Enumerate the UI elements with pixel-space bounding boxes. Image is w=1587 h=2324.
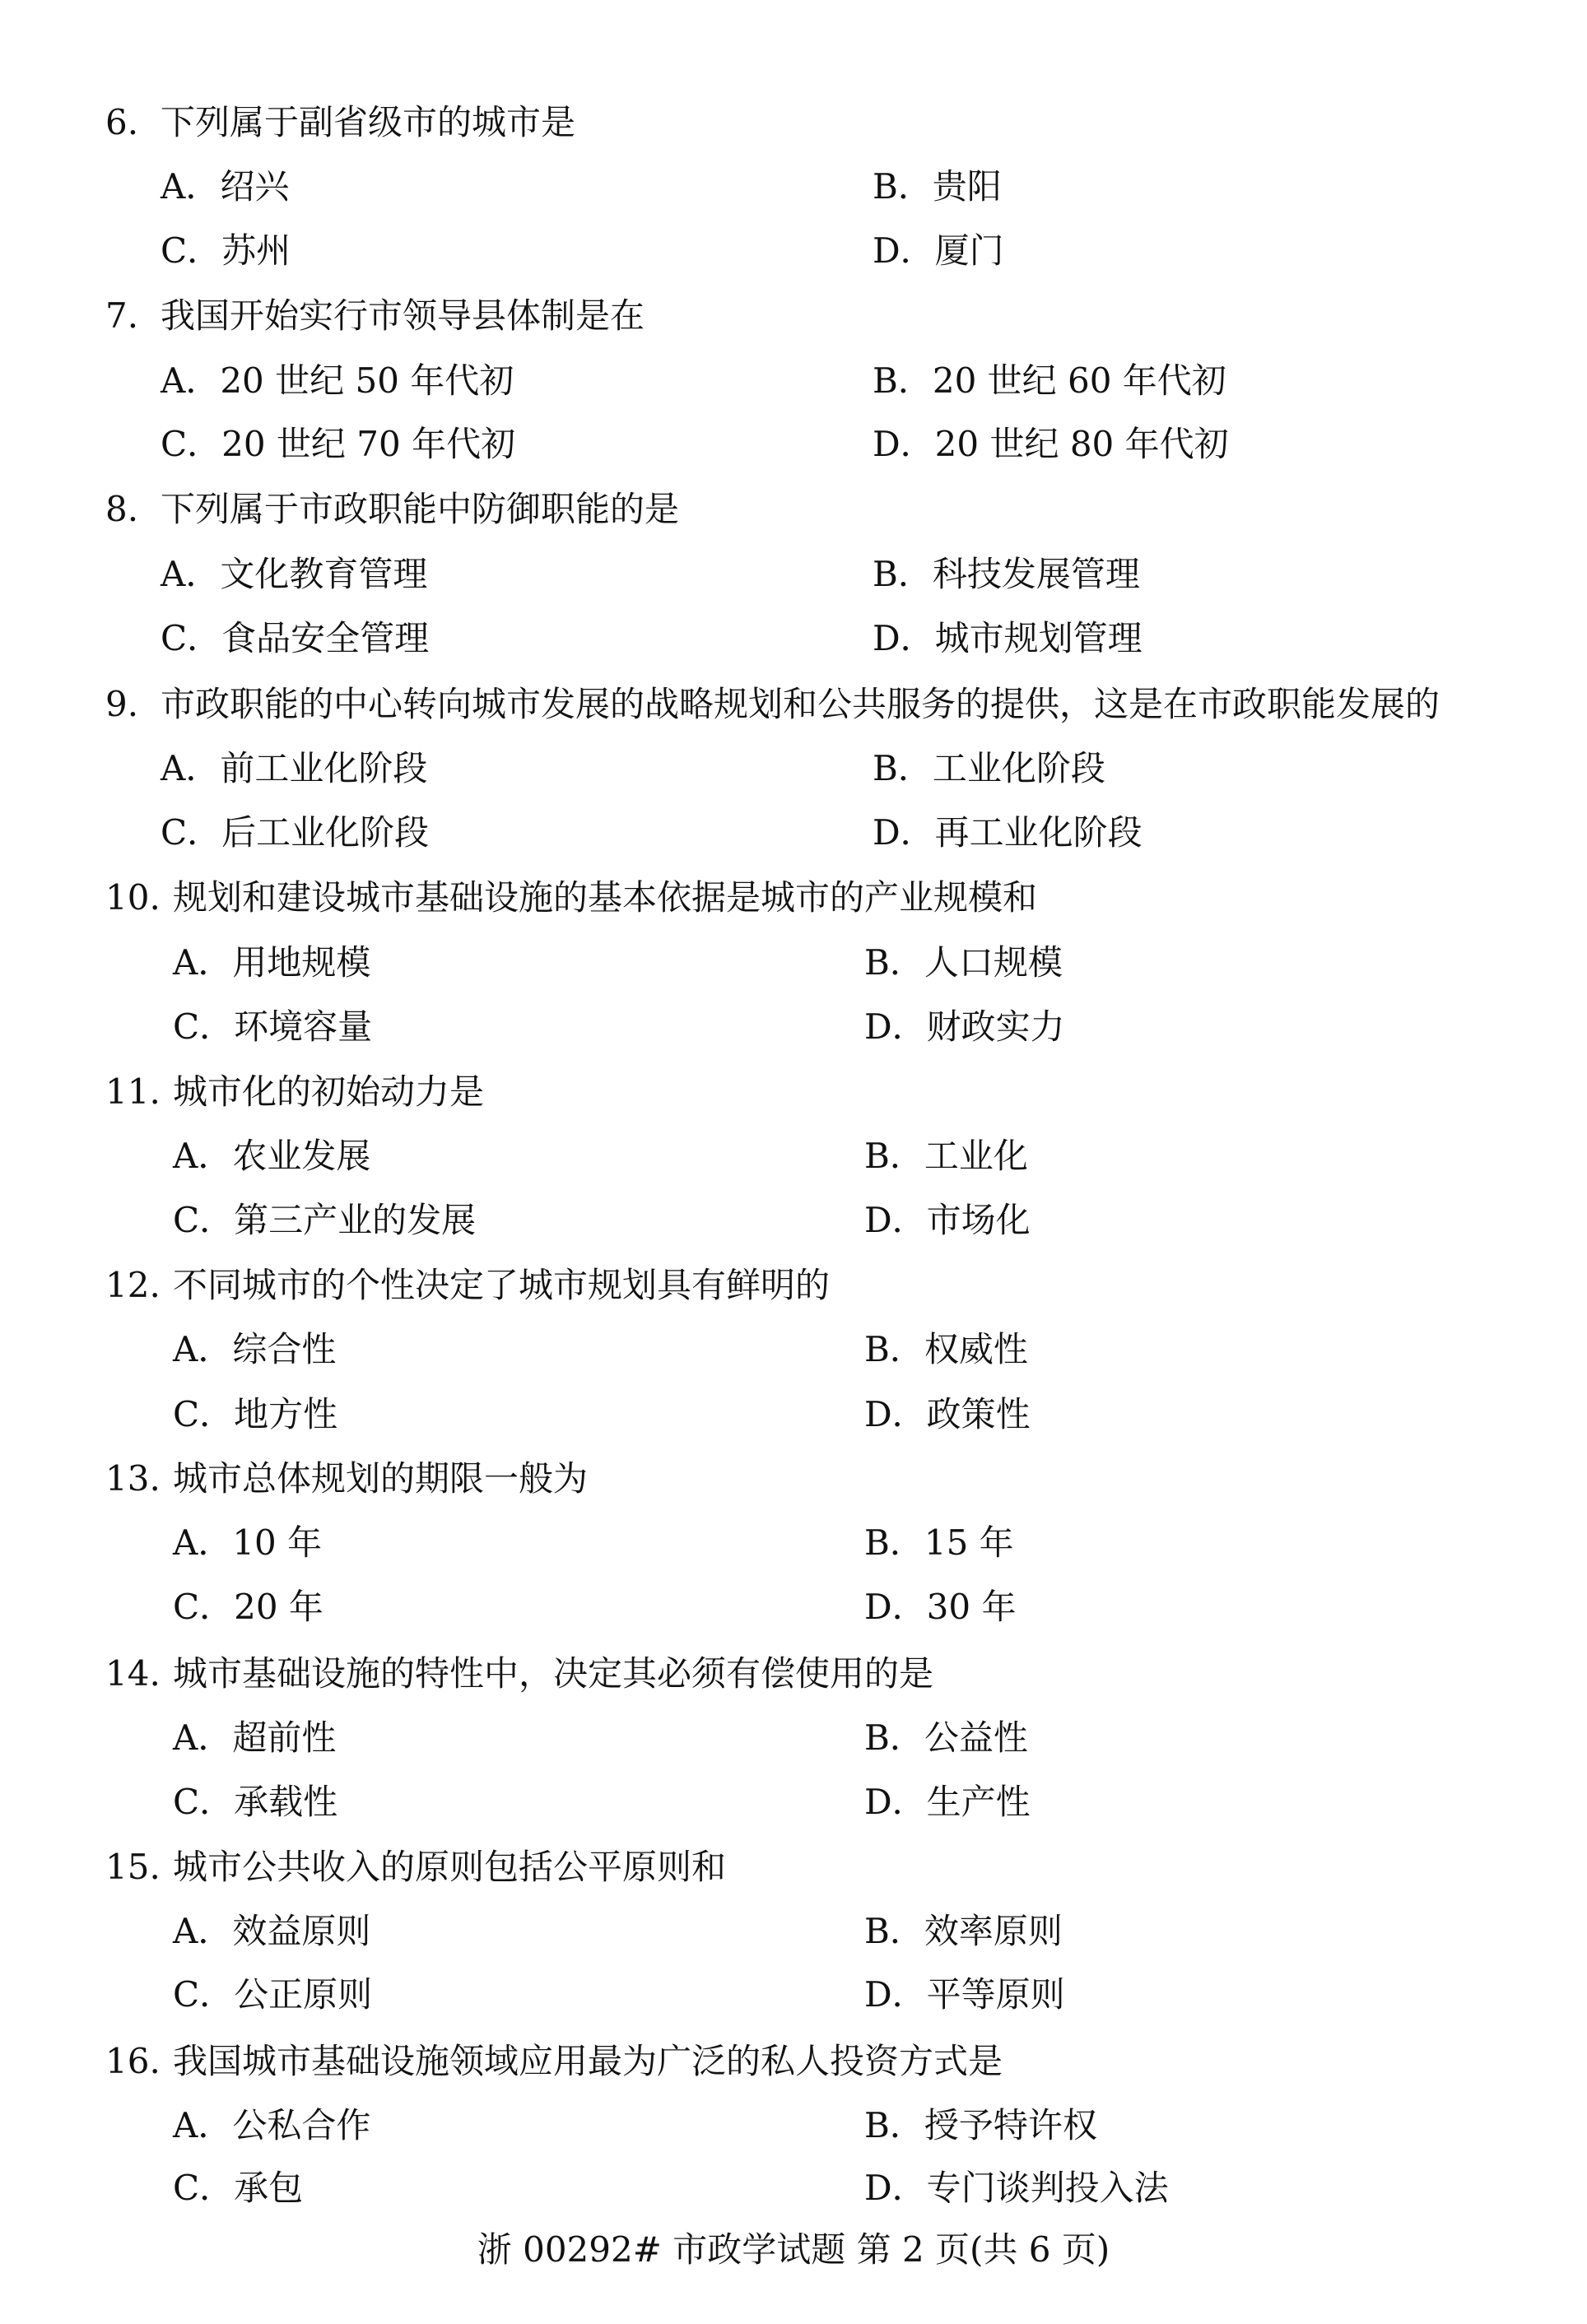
option-a: A．综合性 (173, 1329, 337, 1369)
question-text: 下列属于副省级市的城市是 (161, 102, 576, 142)
options-row (0, 542, 1587, 607)
option-d: D．财政实力 (864, 1006, 1065, 1047)
option-d: D．政策性 (864, 1394, 1031, 1434)
option-b: B．20 世纪 60 年代初 (873, 360, 1226, 401)
question-8 (0, 477, 1587, 541)
question-number: 12. (105, 1265, 161, 1305)
option-a: A．效益原则 (173, 1911, 371, 1951)
options-row (0, 1899, 1587, 1964)
options-row (0, 1963, 1587, 2027)
options-row (0, 2094, 1587, 2158)
option-c: C．20 世纪 70 年代初 (161, 424, 516, 464)
question-number: 16. (105, 2041, 161, 2081)
options-row (0, 1124, 1587, 1188)
option-c: C．环境容量 (173, 1006, 373, 1047)
options-row (0, 2156, 1587, 2220)
option-d: D．厦门 (873, 230, 1004, 271)
question-6 (0, 91, 1587, 155)
question-number: 7. (105, 295, 139, 336)
option-a: A．用地规模 (173, 942, 371, 983)
question-number: 9. (105, 684, 139, 724)
question-number: 10. (105, 877, 161, 918)
question-14 (0, 1642, 1587, 1706)
options-row (0, 995, 1587, 1059)
option-c: C．第三产业的发展 (173, 1200, 477, 1240)
option-d: D．生产性 (864, 1782, 1031, 1822)
question-12 (0, 1253, 1587, 1318)
option-b: B．权威性 (864, 1329, 1028, 1369)
options-row (0, 155, 1587, 219)
option-a: A．20 世纪 50 年代初 (161, 360, 514, 401)
options-row (0, 1318, 1587, 1382)
options-row (0, 219, 1587, 283)
question-text: 下列属于市政职能中防御职能的是 (161, 489, 680, 529)
question-text: 规划和建设城市基础设施的基本依据是城市的产业规模和 (173, 877, 1038, 918)
option-c: C．后工业化阶段 (161, 812, 430, 853)
question-number: 15. (105, 1847, 161, 1887)
question-text: 市政职能的中心转向城市发展的战略规划和公共服务的提供，这是在市政职能发展的 (161, 684, 1440, 724)
question-text: 不同城市的个性决定了城市规划具有鲜明的 (173, 1265, 831, 1305)
question-text: 城市总体规划的期限一般为 (173, 1458, 589, 1499)
option-d: D．专门谈判投入法 (864, 2168, 1169, 2208)
option-a: A．绍兴 (161, 166, 290, 207)
question-number: 13. (105, 1458, 161, 1499)
option-c: C．地方性 (173, 1394, 338, 1434)
option-d: D．20 世纪 80 年代初 (873, 424, 1229, 464)
question-text: 我国开始实行市领导县体制是在 (161, 295, 645, 336)
option-d: D．城市规划管理 (873, 618, 1143, 658)
options-row (0, 737, 1587, 801)
option-c: C．20 年 (173, 1587, 323, 1627)
option-c: C．食品安全管理 (161, 618, 430, 658)
options-row (0, 1188, 1587, 1253)
option-c: C．苏州 (161, 230, 291, 271)
options-row (0, 1770, 1587, 1834)
option-a: A．文化教育管理 (161, 554, 428, 594)
option-c: C．承包 (173, 2168, 304, 2208)
question-text: 城市基础设施的特性中，决定其必须有偿使用的是 (173, 1653, 934, 1694)
page-footer: 浙 00292# 市政学试题 第 2 页(共 6 页) (477, 2229, 1110, 2270)
question-13 (0, 1447, 1587, 1511)
option-a: A．农业发展 (173, 1136, 371, 1176)
option-b: B．工业化 (864, 1136, 1028, 1176)
question-text: 城市公共收入的原则包括公平原则和 (173, 1847, 727, 1887)
question-text: 城市化的初始动力是 (173, 1071, 485, 1112)
options-row (0, 1511, 1587, 1575)
option-a: A．公私合作 (173, 2105, 371, 2145)
question-16 (0, 2029, 1587, 2094)
question-7 (0, 284, 1587, 348)
options-row (0, 412, 1587, 476)
options-row (0, 1383, 1587, 1447)
options-row (0, 801, 1587, 865)
option-b: B．工业化阶段 (873, 748, 1105, 788)
option-b: B．公益性 (864, 1717, 1028, 1758)
option-c: C．公正原则 (173, 1974, 373, 2015)
question-number: 14. (105, 1653, 161, 1694)
option-b: B．人口规模 (864, 942, 1063, 983)
option-b: B．授予特许权 (864, 2105, 1097, 2145)
option-a: A．10 年 (173, 1522, 323, 1563)
option-c: C．承载性 (173, 1782, 338, 1822)
option-b: B．科技发展管理 (873, 554, 1140, 594)
option-a: A．前工业化阶段 (161, 748, 428, 788)
option-d: D．30 年 (864, 1587, 1017, 1627)
options-row (0, 349, 1587, 413)
question-text: 我国城市基础设施领域应用最为广泛的私人投资方式是 (173, 2041, 1003, 2081)
options-row (0, 607, 1587, 671)
options-row (0, 931, 1587, 995)
option-d: D．市场化 (864, 1200, 1031, 1240)
option-b: B．效率原则 (864, 1911, 1063, 1951)
question-15 (0, 1835, 1587, 1899)
question-number: 8. (105, 489, 139, 529)
option-b: B．15 年 (864, 1522, 1014, 1563)
options-row (0, 1575, 1587, 1639)
question-11 (0, 1060, 1587, 1124)
options-row (0, 1706, 1587, 1770)
question-10 (0, 866, 1587, 930)
option-d: D．再工业化阶段 (873, 812, 1143, 853)
option-a: A．超前性 (173, 1717, 337, 1758)
option-d: D．平等原则 (864, 1974, 1065, 2015)
question-number: 11. (105, 1071, 161, 1112)
option-b: B．贵阳 (873, 166, 1002, 207)
question-number: 6. (105, 102, 139, 142)
question-9 (0, 672, 1587, 737)
